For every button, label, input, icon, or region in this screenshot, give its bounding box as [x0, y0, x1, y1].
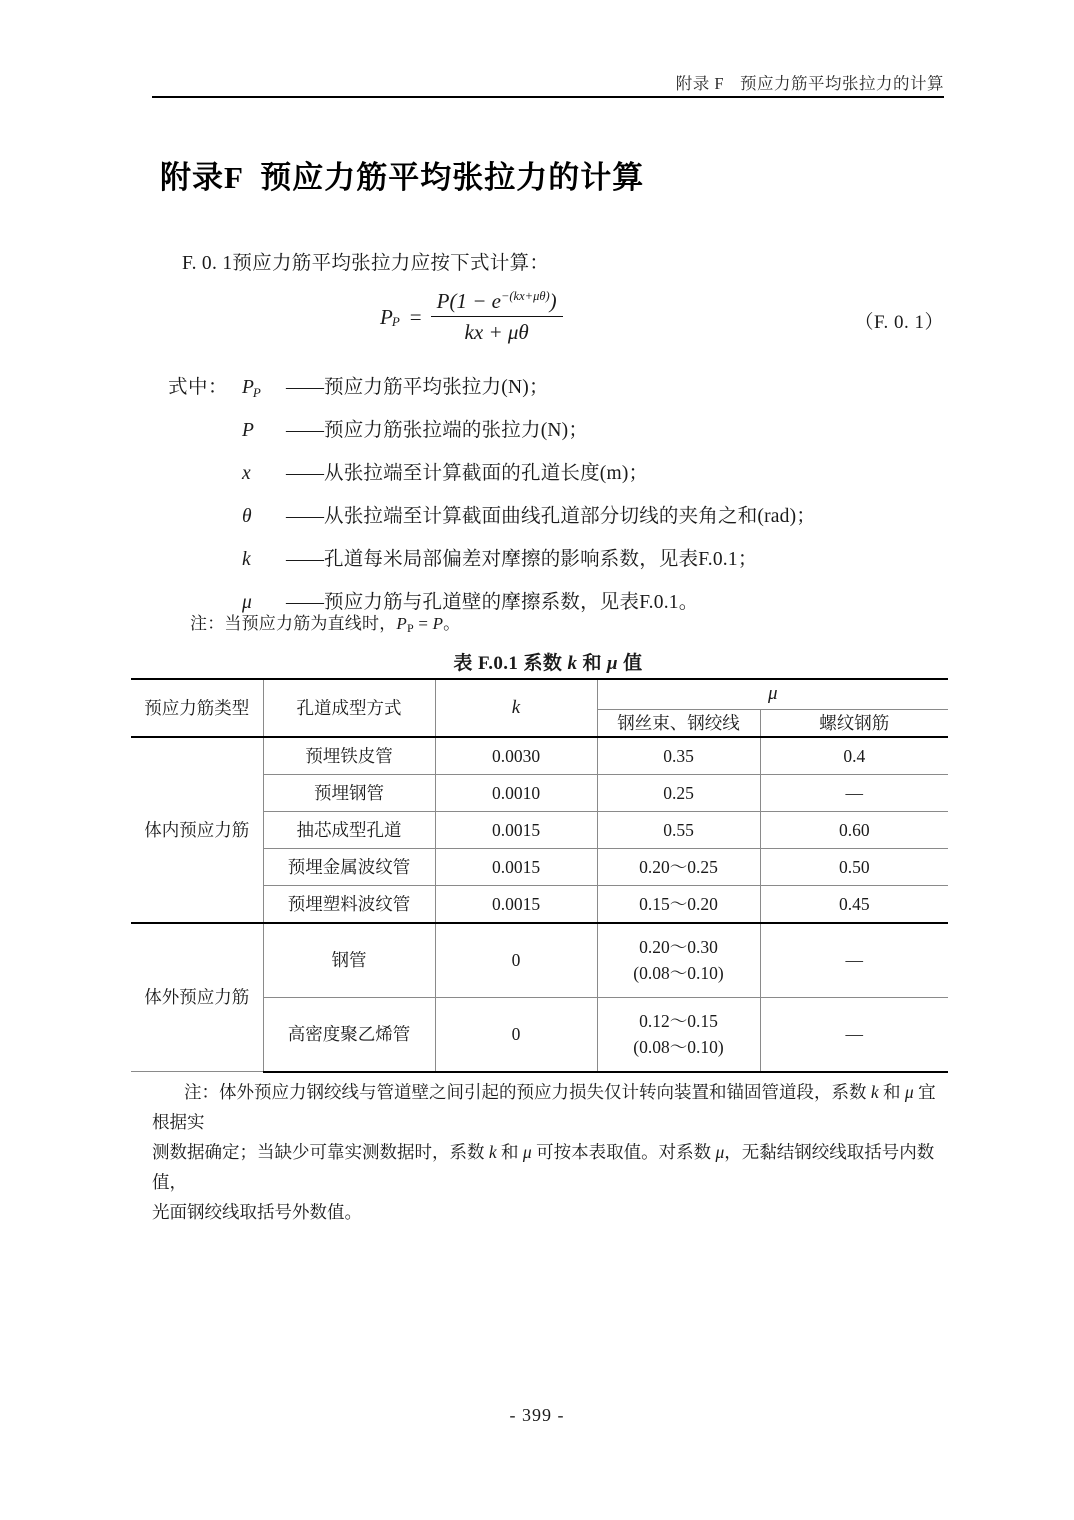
cell-method: 预埋金属波纹管	[263, 848, 435, 885]
cell-method: 预埋铁皮管	[263, 737, 435, 775]
note-l2-mu2: μ	[715, 1142, 725, 1163]
formula-equals: =	[409, 304, 422, 329]
cell-mu-strand	[597, 997, 760, 1072]
header-method: 孔道成型方式	[263, 679, 435, 737]
definition-text: 预应力筋与孔道壁的摩擦系数，见表F.0.1。	[324, 592, 699, 613]
running-header-appendix: 附录 F	[675, 74, 724, 93]
cell-k: 0.0010	[435, 774, 597, 811]
cell-mu-rebar: 0.45	[760, 885, 948, 923]
formula-fraction	[431, 289, 563, 345]
definition-item	[168, 371, 958, 414]
header-k: k	[435, 679, 597, 737]
table-caption	[152, 648, 944, 675]
cell-k: 0.0015	[435, 848, 597, 885]
table-caption-suffix: 值	[618, 653, 643, 674]
table-caption-prefix: 表 F.0.1 系数	[453, 653, 568, 674]
definition-symbol-text: x	[242, 463, 251, 484]
inline-note-text-after: 。	[443, 614, 461, 633]
table-caption-mu: μ	[607, 653, 619, 674]
cell-mu-strand-line1: 0.12～0.15	[639, 1011, 718, 1031]
cell-method: 预埋塑料波纹管	[263, 885, 435, 923]
cell-mu-strand: 0.25	[597, 774, 760, 811]
note-l1-k: k	[870, 1082, 879, 1102]
running-header	[152, 70, 944, 94]
table-note-line-1	[152, 1077, 952, 1137]
cell-k: 0.0015	[435, 811, 597, 848]
table-note	[152, 1077, 952, 1227]
cell-mu-strand-line2: (0.08～0.10)	[633, 1037, 724, 1058]
header-type: 预应力筋类型	[131, 679, 263, 737]
formula-block	[152, 285, 944, 347]
note-l2-d: ，无黏结钢绞线取括号内数值，	[152, 1142, 935, 1193]
definition-dash: ——	[286, 420, 323, 441]
note-l1-b: 和	[878, 1082, 905, 1102]
cell-mu-rebar: —	[760, 774, 948, 811]
cell-method: 抽芯成型孔道	[263, 811, 435, 848]
definition-text: 预应力筋平均张拉力(N)；	[324, 377, 549, 398]
cell-mu-rebar: 0.4	[760, 737, 948, 775]
formula-denominator: kx + μθ	[464, 320, 529, 345]
note-l2-b: 和	[496, 1142, 523, 1163]
definition-dash: ——	[286, 463, 323, 484]
symbol-definitions	[168, 371, 958, 629]
inline-note-symbol-1: P	[396, 614, 407, 633]
table-note-line-2	[152, 1137, 952, 1197]
definition-symbol-text: P	[242, 377, 254, 398]
definition-text: 孔道每米局部偏差对摩擦的影响系数，见表F.0.1；	[324, 549, 758, 570]
cell-mu-strand	[597, 923, 760, 998]
cell-k: 0	[435, 923, 597, 998]
table-row	[131, 923, 948, 998]
note-l2-mu: μ	[522, 1142, 532, 1163]
coefficient-table	[131, 678, 948, 1073]
cell-mu-rebar: 0.50	[760, 848, 948, 885]
cell-k: 0	[435, 997, 597, 1072]
table-head	[131, 679, 948, 737]
cell-method: 预埋钢管	[263, 774, 435, 811]
coefficient-table-wrapper	[131, 678, 948, 1073]
definition-text: 从张拉端至计算截面的孔道长度(m)；	[324, 463, 649, 484]
table-caption-k: k	[567, 653, 578, 674]
cell-mu-rebar: —	[760, 923, 948, 998]
cell-method: 高密度聚乙烯管	[263, 997, 435, 1072]
inline-note-symbol-2: P	[432, 614, 444, 633]
formula-f-0-1	[380, 289, 563, 345]
note-l2-c: 可按本表取值。对系数	[531, 1142, 716, 1163]
cell-mu-strand: 0.35	[597, 737, 760, 775]
definition-dash: ——	[286, 377, 323, 398]
note-l2-a: 测数据确定；当缺少可靠实测数据时，系数	[152, 1142, 489, 1163]
note-l1-a: 注：体外预应力钢绞线与管道壁之间引起的预应力损失仅计转向装置和锚固管道段，系数	[184, 1082, 871, 1102]
cell-mu-strand-line1: 0.20～0.30	[639, 937, 718, 957]
header-mu-rebar: 螺纹钢筋	[760, 709, 948, 737]
formula-numerator-prefix: P(1 − e	[436, 289, 501, 313]
note-l1-mu: μ	[904, 1082, 914, 1102]
cell-mu-strand-line2: (0.08～0.10)	[633, 963, 724, 984]
cell-k: 0.0030	[435, 737, 597, 775]
page-title: 附录F 预应力筋平均张拉力的计算	[160, 159, 645, 195]
definition-item	[168, 543, 958, 586]
definitions-lead-label: 式中：	[168, 377, 229, 398]
cell-mu-strand: 0.15～0.20	[597, 885, 760, 923]
formula-exponent: −(kx+μθ)	[500, 289, 550, 303]
definition-dash: ——	[286, 549, 323, 570]
cell-method: 钢管	[263, 923, 435, 998]
page-number: - 399 -	[509, 1405, 565, 1425]
definition-symbol	[236, 463, 286, 485]
note-l1-c: 宜根据实	[152, 1082, 936, 1133]
cell-k: 0.0015	[435, 885, 597, 923]
definition-symbol	[236, 506, 286, 528]
definition-text: 从张拉端至计算截面曲线孔道部分切线的夹角之和(rad)；	[324, 506, 816, 527]
definition-symbol-text: θ	[242, 506, 252, 527]
definition-item	[168, 457, 958, 500]
table-caption-mid: 和	[577, 653, 608, 674]
cell-mu-strand: 0.55	[597, 811, 760, 848]
definition-dash: ——	[286, 506, 323, 527]
note-l2-k: k	[488, 1142, 497, 1163]
cell-mu-rebar: 0.60	[760, 811, 948, 848]
group-label-internal: 体内预应力筋	[131, 737, 263, 923]
formula-numerator	[431, 289, 563, 316]
definition-symbol-text: μ	[242, 592, 252, 613]
table-body	[131, 737, 948, 1072]
definition-item	[168, 500, 958, 543]
definition-symbol	[236, 549, 286, 571]
definition-item	[168, 414, 958, 457]
cell-mu-rebar: —	[760, 997, 948, 1072]
definition-dash: ——	[286, 592, 323, 613]
table-note-line-3: 光面钢绞线取括号外数值。	[152, 1202, 362, 1223]
definition-symbol-subscript: P	[252, 385, 261, 400]
table-header-row	[131, 679, 948, 709]
inline-note-equals: =	[413, 614, 433, 633]
inline-note-text-before: 当预应力筋为直线时，	[224, 614, 397, 633]
definition-symbol-text: P	[242, 420, 254, 441]
formula-lhs-symbol: P	[380, 304, 393, 329]
definition-symbol	[236, 377, 286, 399]
formula-numerator-suffix: )	[549, 289, 557, 313]
table-row	[131, 737, 948, 775]
inline-note-label: 注：	[190, 614, 225, 633]
header-rule	[152, 96, 944, 98]
definition-symbol	[236, 420, 286, 442]
group-label-external: 体外预应力筋	[131, 923, 263, 1072]
inline-note-symbol-1-sub: P	[407, 621, 414, 635]
definition-symbol-text: k	[242, 549, 251, 570]
formula-lhs-subscript: P	[391, 314, 400, 330]
running-header-title: 预应力筋平均张拉力的计算	[740, 74, 944, 93]
header-mu: μ	[597, 679, 948, 709]
definition-text: 预应力筋张拉端的张拉力(N)；	[324, 420, 589, 441]
cell-mu-strand: 0.20～0.25	[597, 848, 760, 885]
clause-f-0-1: F. 0. 1预应力筋平均张拉力应按下式计算：	[182, 253, 550, 274]
header-mu-strand: 钢丝束、钢绞线	[597, 709, 760, 737]
formula-number: （F. 0. 1）	[854, 312, 944, 333]
inline-note	[190, 609, 460, 634]
